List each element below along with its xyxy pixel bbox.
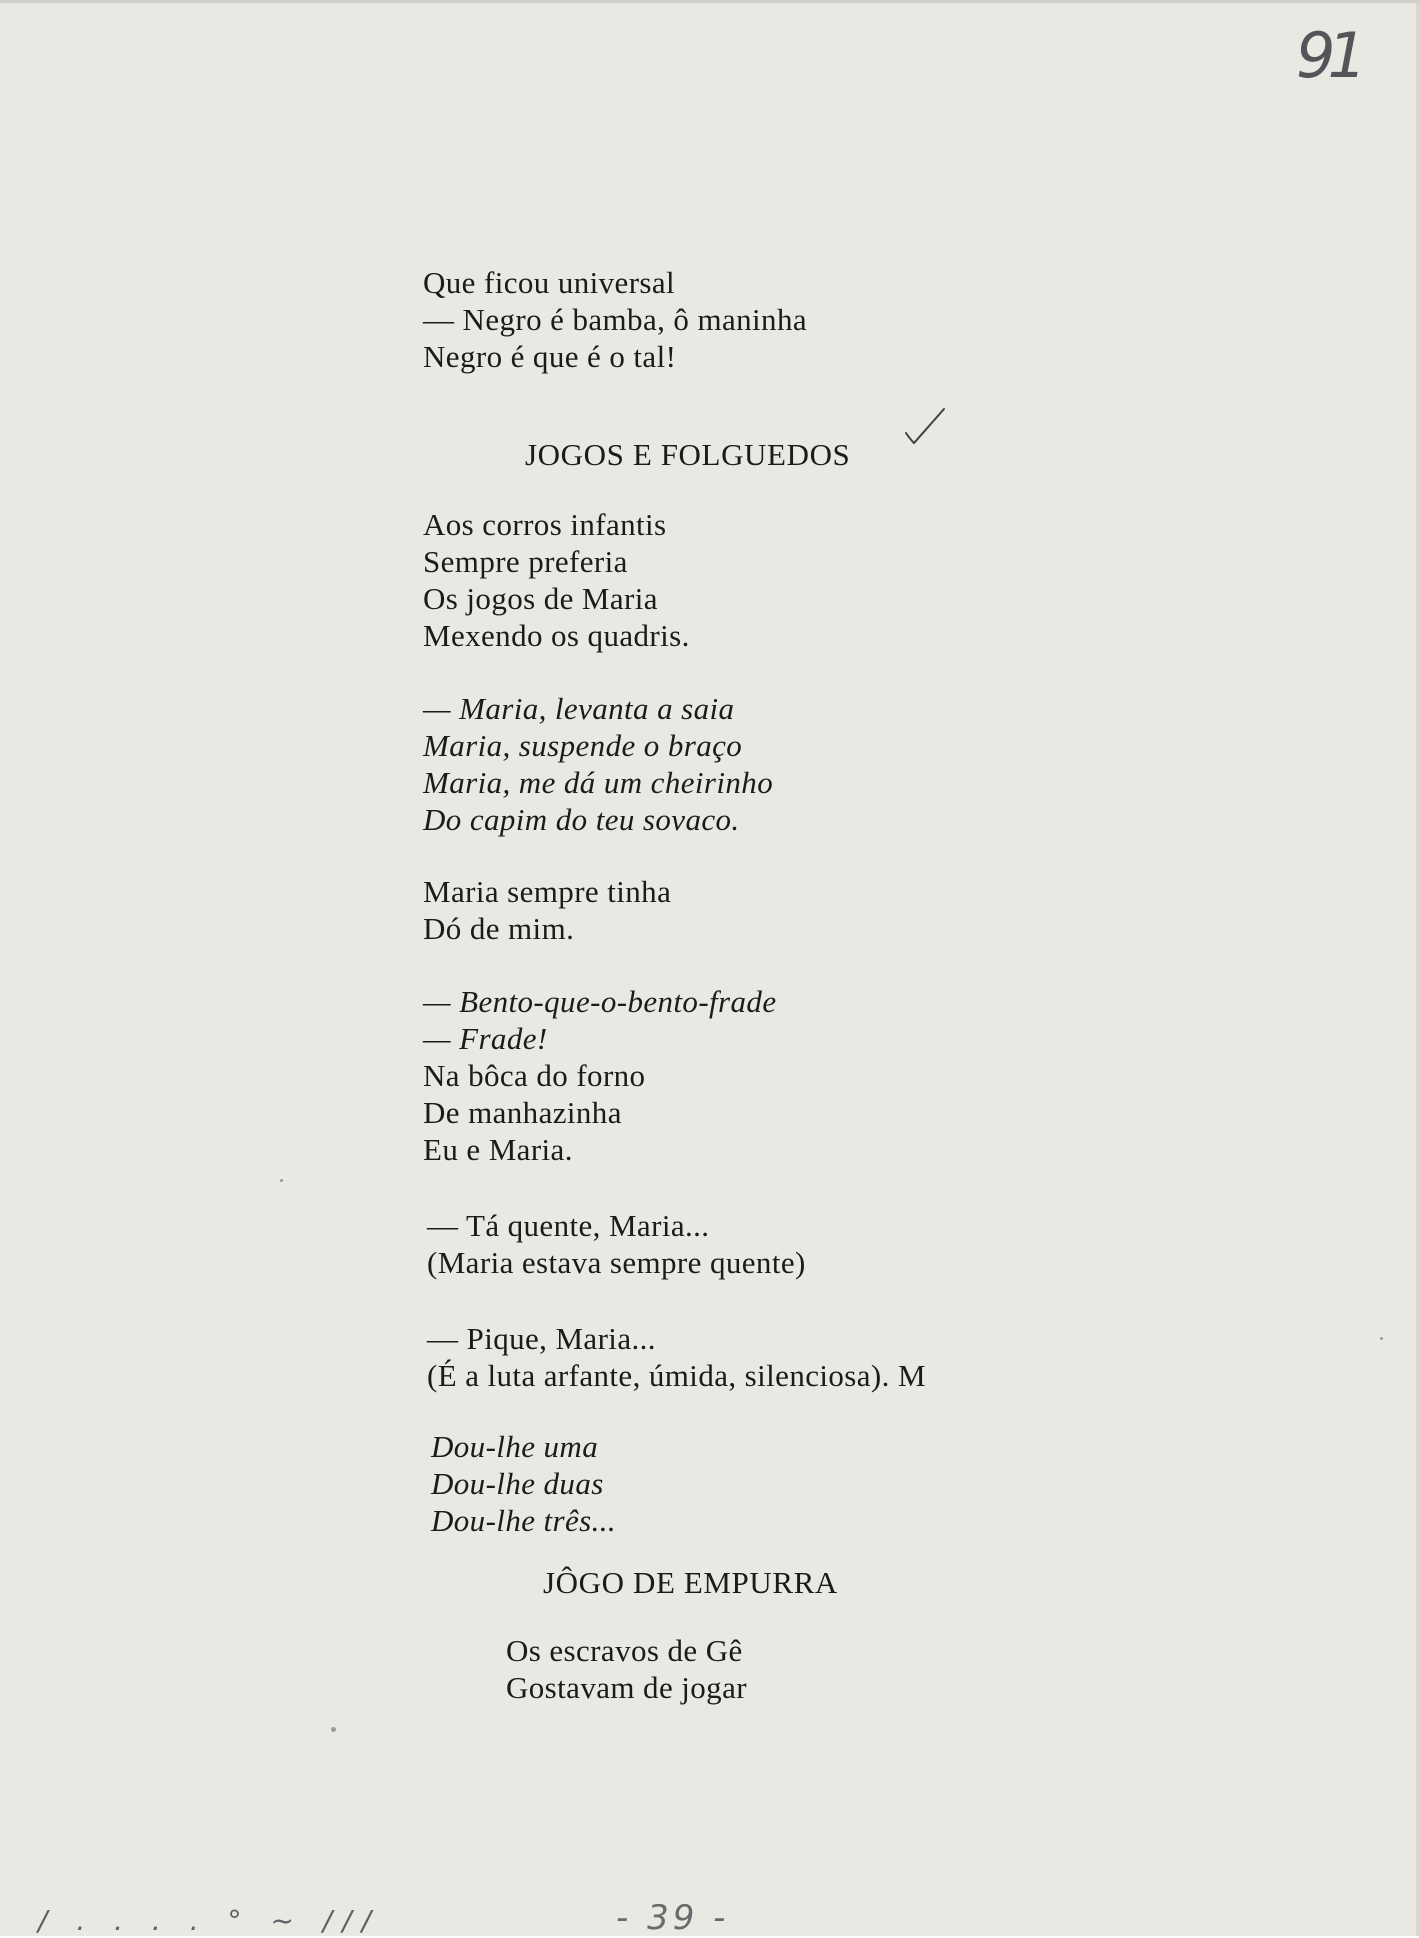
poem-line: Aos corros infantis xyxy=(423,507,667,542)
handwritten-page-number: 91 xyxy=(1296,19,1359,92)
poem-line: — Tá quente, Maria... xyxy=(427,1208,710,1243)
poem-line: Mexendo os quadris. xyxy=(423,618,690,653)
poem-line-italic: Maria, me dá um cheirinho xyxy=(423,765,774,800)
poem-line: Sempre preferia xyxy=(423,544,628,579)
handwritten-page-footer-number: - 39 - xyxy=(616,1898,730,1938)
section-title-jogos-e-folguedos: JOGOS E FOLGUEDOS xyxy=(525,437,851,472)
checkmark-icon xyxy=(900,403,950,453)
poem-line: (Maria estava sempre quente) xyxy=(427,1245,806,1280)
poem-line: Os escravos de Gê xyxy=(506,1633,743,1668)
poem-line-italic: Dou-lhe duas xyxy=(431,1466,604,1501)
poem-line: Negro é que é o tal! xyxy=(423,339,677,374)
poem-line: Eu e Maria. xyxy=(423,1132,573,1167)
poem-line-italic: Dou-lhe uma xyxy=(431,1429,599,1464)
scan-speck xyxy=(331,1727,336,1732)
poem-line-italic: Do capim do teu sovaco. xyxy=(423,802,740,837)
poem-line: Maria sempre tinha xyxy=(423,874,672,909)
poem-line: De manhazinha xyxy=(423,1095,622,1130)
scan-speck xyxy=(280,1179,283,1182)
section-title-jogo-de-empurra: JÔGO DE EMPURRA xyxy=(543,1565,838,1600)
scan-speck xyxy=(1380,1337,1383,1340)
poem-line-italic: Dou-lhe três... xyxy=(431,1503,617,1538)
poem-line: Dó de mim. xyxy=(423,911,575,946)
poem-line: Na bôca do forno xyxy=(423,1058,646,1093)
poem-line-italic: — Maria, levanta a saia xyxy=(423,691,735,726)
poem-line-italic: — Bento-que-o-bento-frade xyxy=(423,984,777,1019)
poem-line: (É a luta arfante, úmida, silenciosa). M xyxy=(427,1358,926,1393)
poem-line-italic: Maria, suspende o braço xyxy=(423,728,743,763)
poem-line: Que ficou universal xyxy=(423,265,676,300)
poem-line: Os jogos de Maria xyxy=(423,581,658,616)
poem-line-italic: — Frade! xyxy=(423,1021,548,1056)
poem-line: Gostavam de jogar xyxy=(506,1670,747,1705)
poem-line: — Negro é bamba, ô maninha xyxy=(423,302,808,337)
poem-line: — Pique, Maria... xyxy=(427,1321,656,1356)
handwritten-footer-left: / . . . . ° ~ /// xyxy=(38,1904,382,1937)
